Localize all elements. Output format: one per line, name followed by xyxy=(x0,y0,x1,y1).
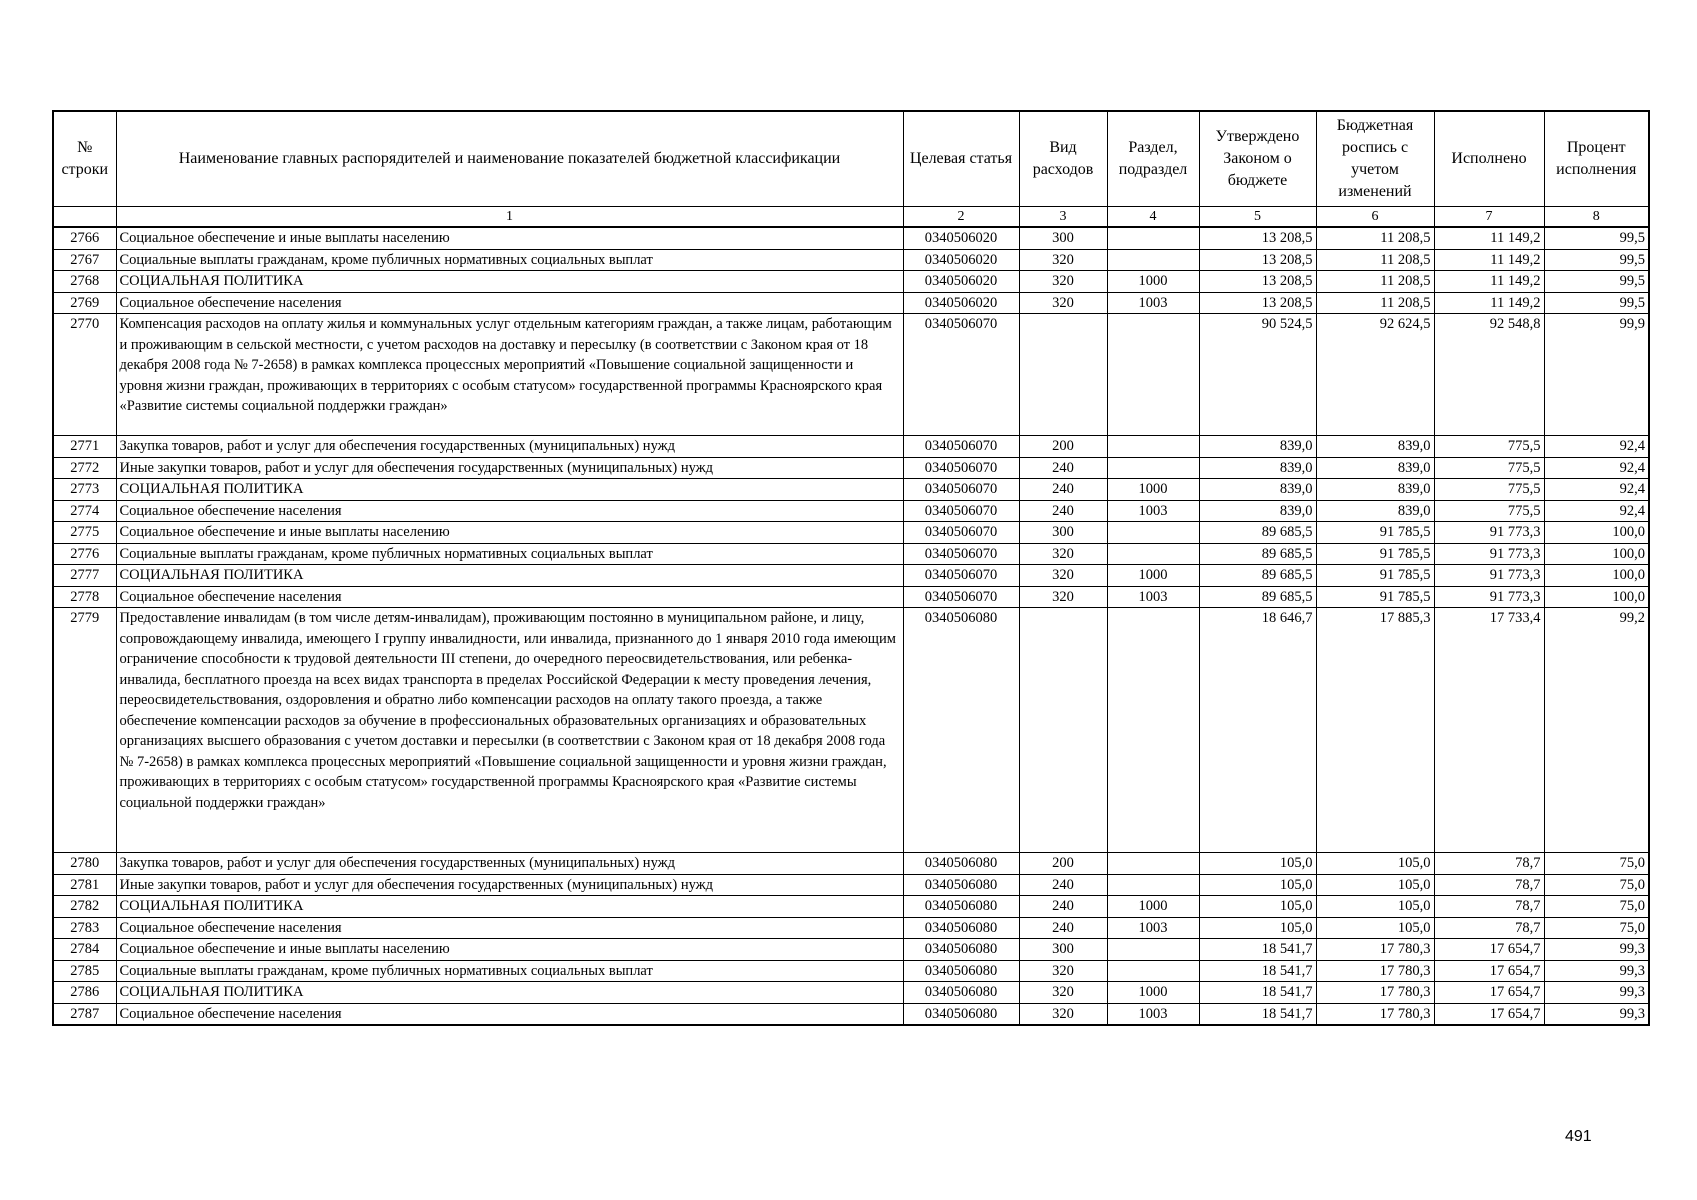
row-number: 2769 xyxy=(53,292,116,314)
row-budget-schedule: 91 785,5 xyxy=(1316,543,1434,565)
table-row xyxy=(53,522,1649,544)
row-section: 1003 xyxy=(1107,292,1199,314)
row-number: 2778 xyxy=(53,586,116,608)
row-name: Социальные выплаты гражданам, кроме публичных нормативных социальных выплат xyxy=(116,249,903,271)
row-target-item: 0340506020 xyxy=(903,249,1019,271)
row-executed: 11 149,2 xyxy=(1434,227,1544,249)
header-budget-schedule: Бюджетная роспись с учетом изменений xyxy=(1316,111,1434,207)
row-approved: 89 685,5 xyxy=(1199,565,1316,587)
row-expense-type: 300 xyxy=(1019,227,1107,249)
row-expense-type: 240 xyxy=(1019,917,1107,939)
header-expense-type: Вид расходов xyxy=(1019,111,1107,207)
row-name: Предоставление инвалидам (в том числе детям-инвалидам), проживающим постоянно в муниципальном районе, и лицу, сопровождающему инвалида, имеющего I группу инвалидности, или инвалида, признанного до 1 января 2010 года имеющим ограничение способности к трудовой деятельности III степени, до очередного переосвидетельствования, или ребенка-инвалида, бесплатного проезда на всех видах транспорта в пределах Российской Федерации к месту проведения лечения, переосвидетельствования, оздоровления и обратно либо компенсации расходов на оплату такого проезда, а также обеспечение компенсации расходов за обучение в профессиональных образовательных организациях и образовательных организациях высшего образования с учетом доставки и пересылки (в соответствии с Законом края от 18 декабря 2008 года № 7-2658) в рамках комплекса процессных мероприятий «Повышение социальной защищенности и уровня жизни граждан, проживающих в территориях с особым статусом» государственной программы Красноярского края «Развитие системы социальной поддержки граждан» xyxy=(116,608,903,853)
row-approved: 18 541,7 xyxy=(1199,982,1316,1004)
row-name: Иные закупки товаров, работ и услуг для обеспечения государственных (муниципальных) нужд xyxy=(116,874,903,896)
row-executed: 92 548,8 xyxy=(1434,314,1544,436)
row-number: 2780 xyxy=(53,853,116,875)
row-expense-type: 320 xyxy=(1019,1003,1107,1025)
header-target-item: Целевая статья xyxy=(903,111,1019,207)
row-target-item: 0340506070 xyxy=(903,436,1019,458)
row-name: Социальное обеспечение и иные выплаты населению xyxy=(116,522,903,544)
table-row xyxy=(53,249,1649,271)
row-target-item: 0340506020 xyxy=(903,292,1019,314)
column-number: 8 xyxy=(1544,207,1649,228)
row-target-item: 0340506070 xyxy=(903,314,1019,436)
row-target-item: 0340506080 xyxy=(903,960,1019,982)
row-expense-type: 320 xyxy=(1019,249,1107,271)
row-name: Социальные выплаты гражданам, кроме публичных нормативных социальных выплат xyxy=(116,543,903,565)
row-number: 2774 xyxy=(53,500,116,522)
row-budget-schedule: 839,0 xyxy=(1316,457,1434,479)
row-section: 1000 xyxy=(1107,982,1199,1004)
row-number: 2777 xyxy=(53,565,116,587)
table-row xyxy=(53,960,1649,982)
row-executed: 17 733,4 xyxy=(1434,608,1544,853)
row-executed: 78,7 xyxy=(1434,896,1544,918)
row-target-item: 0340506070 xyxy=(903,565,1019,587)
row-percent: 99,5 xyxy=(1544,292,1649,314)
table-row xyxy=(53,314,1649,436)
row-expense-type: 320 xyxy=(1019,565,1107,587)
row-approved: 105,0 xyxy=(1199,874,1316,896)
row-expense-type: 300 xyxy=(1019,522,1107,544)
column-number: 4 xyxy=(1107,207,1199,228)
row-percent: 75,0 xyxy=(1544,853,1649,875)
table-body xyxy=(53,227,1649,1025)
row-section: 1000 xyxy=(1107,896,1199,918)
row-name: Социальное обеспечение и иные выплаты населению xyxy=(116,939,903,961)
row-number: 2787 xyxy=(53,1003,116,1025)
row-approved: 18 541,7 xyxy=(1199,1003,1316,1025)
row-section xyxy=(1107,939,1199,961)
row-approved: 13 208,5 xyxy=(1199,227,1316,249)
row-expense-type: 320 xyxy=(1019,543,1107,565)
row-approved: 105,0 xyxy=(1199,917,1316,939)
row-percent: 99,3 xyxy=(1544,982,1649,1004)
header-name: Наименование главных распорядителей и наименование показателей бюджетной классификации xyxy=(116,111,903,207)
row-executed: 91 773,3 xyxy=(1434,565,1544,587)
table-row xyxy=(53,874,1649,896)
row-target-item: 0340506080 xyxy=(903,1003,1019,1025)
row-percent: 92,4 xyxy=(1544,457,1649,479)
row-target-item: 0340506080 xyxy=(903,874,1019,896)
row-approved: 18 541,7 xyxy=(1199,960,1316,982)
table-row xyxy=(53,586,1649,608)
row-budget-schedule: 17 780,3 xyxy=(1316,939,1434,961)
row-section xyxy=(1107,249,1199,271)
row-section xyxy=(1107,457,1199,479)
row-approved: 18 541,7 xyxy=(1199,939,1316,961)
row-name: СОЦИАЛЬНАЯ ПОЛИТИКА xyxy=(116,896,903,918)
row-number: 2784 xyxy=(53,939,116,961)
row-executed: 11 149,2 xyxy=(1434,292,1544,314)
row-percent: 92,4 xyxy=(1544,479,1649,501)
row-section: 1003 xyxy=(1107,586,1199,608)
header-approved: Утверждено Законом о бюджете xyxy=(1199,111,1316,207)
row-budget-schedule: 11 208,5 xyxy=(1316,227,1434,249)
table-row xyxy=(53,436,1649,458)
table-row xyxy=(53,227,1649,249)
row-budget-schedule: 11 208,5 xyxy=(1316,292,1434,314)
row-executed: 11 149,2 xyxy=(1434,249,1544,271)
row-number: 2772 xyxy=(53,457,116,479)
row-section: 1003 xyxy=(1107,917,1199,939)
row-target-item: 0340506070 xyxy=(903,479,1019,501)
row-name: СОЦИАЛЬНАЯ ПОЛИТИКА xyxy=(116,271,903,293)
row-target-item: 0340506080 xyxy=(903,896,1019,918)
row-section xyxy=(1107,314,1199,436)
row-expense-type: 320 xyxy=(1019,586,1107,608)
row-number: 2775 xyxy=(53,522,116,544)
row-budget-schedule: 105,0 xyxy=(1316,896,1434,918)
row-name: Социальные выплаты гражданам, кроме публичных нормативных социальных выплат xyxy=(116,960,903,982)
column-number: 1 xyxy=(116,207,903,228)
row-name: Социальное обеспечение населения xyxy=(116,1003,903,1025)
row-number: 2770 xyxy=(53,314,116,436)
row-target-item: 0340506070 xyxy=(903,586,1019,608)
row-number: 2771 xyxy=(53,436,116,458)
column-number-row xyxy=(53,207,1649,228)
table-row xyxy=(53,608,1649,853)
row-percent: 100,0 xyxy=(1544,586,1649,608)
row-approved: 839,0 xyxy=(1199,436,1316,458)
row-executed: 91 773,3 xyxy=(1434,586,1544,608)
table-row xyxy=(53,292,1649,314)
column-number: 2 xyxy=(903,207,1019,228)
column-number: 6 xyxy=(1316,207,1434,228)
row-budget-schedule: 11 208,5 xyxy=(1316,271,1434,293)
row-approved: 13 208,5 xyxy=(1199,292,1316,314)
row-percent: 75,0 xyxy=(1544,917,1649,939)
row-budget-schedule: 17 885,3 xyxy=(1316,608,1434,853)
table-row xyxy=(53,1003,1649,1025)
row-expense-type: 240 xyxy=(1019,457,1107,479)
row-name: Закупка товаров, работ и услуг для обеспечения государственных (муниципальных) нужд xyxy=(116,436,903,458)
row-section: 1003 xyxy=(1107,500,1199,522)
row-percent: 100,0 xyxy=(1544,522,1649,544)
row-executed: 78,7 xyxy=(1434,874,1544,896)
row-executed: 17 654,7 xyxy=(1434,1003,1544,1025)
row-expense-type: 320 xyxy=(1019,292,1107,314)
row-approved: 105,0 xyxy=(1199,853,1316,875)
row-name: СОЦИАЛЬНАЯ ПОЛИТИКА xyxy=(116,479,903,501)
row-expense-type: 240 xyxy=(1019,874,1107,896)
row-section xyxy=(1107,543,1199,565)
row-percent: 99,5 xyxy=(1544,227,1649,249)
row-executed: 775,5 xyxy=(1434,436,1544,458)
row-approved: 90 524,5 xyxy=(1199,314,1316,436)
page-number: 491 xyxy=(1565,1128,1592,1145)
row-budget-schedule: 839,0 xyxy=(1316,479,1434,501)
row-percent: 92,4 xyxy=(1544,500,1649,522)
row-name: Компенсация расходов на оплату жилья и коммунальных услуг отдельным категориям граждан, а также лицам, работающим и проживающим в сельской местности, с учетом расходов на доставку и пересылку (в соответствии с Законом края от 18 декабря 2008 года № 7-2658) в рамках комплекса процессных мероприятий «Повышение социальной защищенности и уровня жизни граждан, проживающих в территориях с особым статусом» государственной программы Красноярского края «Развитие системы социальной поддержки граждан» xyxy=(116,314,903,436)
row-budget-schedule: 839,0 xyxy=(1316,500,1434,522)
row-section xyxy=(1107,960,1199,982)
row-target-item: 0340506070 xyxy=(903,457,1019,479)
row-executed: 91 773,3 xyxy=(1434,543,1544,565)
row-target-item: 0340506080 xyxy=(903,608,1019,853)
row-expense-type: 320 xyxy=(1019,982,1107,1004)
column-number: 7 xyxy=(1434,207,1544,228)
row-approved: 89 685,5 xyxy=(1199,586,1316,608)
row-executed: 17 654,7 xyxy=(1434,939,1544,961)
row-name: Иные закупки товаров, работ и услуг для обеспечения государственных (муниципальных) нужд xyxy=(116,457,903,479)
row-name: Социальное обеспечение населения xyxy=(116,292,903,314)
row-number: 2783 xyxy=(53,917,116,939)
row-expense-type: 300 xyxy=(1019,939,1107,961)
row-executed: 91 773,3 xyxy=(1434,522,1544,544)
header-percent: Процент исполнения xyxy=(1544,111,1649,207)
row-expense-type: 320 xyxy=(1019,960,1107,982)
table-row xyxy=(53,479,1649,501)
row-number: 2773 xyxy=(53,479,116,501)
row-name: Закупка товаров, работ и услуг для обеспечения государственных (муниципальных) нужд xyxy=(116,853,903,875)
row-budget-schedule: 17 780,3 xyxy=(1316,960,1434,982)
row-percent: 100,0 xyxy=(1544,543,1649,565)
row-number: 2776 xyxy=(53,543,116,565)
row-executed: 775,5 xyxy=(1434,457,1544,479)
row-approved: 18 646,7 xyxy=(1199,608,1316,853)
row-number: 2781 xyxy=(53,874,116,896)
row-target-item: 0340506080 xyxy=(903,917,1019,939)
row-approved: 839,0 xyxy=(1199,457,1316,479)
row-budget-schedule: 17 780,3 xyxy=(1316,982,1434,1004)
row-approved: 13 208,5 xyxy=(1199,249,1316,271)
row-budget-schedule: 839,0 xyxy=(1316,436,1434,458)
row-budget-schedule: 105,0 xyxy=(1316,874,1434,896)
header-executed: Исполнено xyxy=(1434,111,1544,207)
row-section xyxy=(1107,227,1199,249)
table-row xyxy=(53,457,1649,479)
row-section: 1000 xyxy=(1107,271,1199,293)
row-section xyxy=(1107,436,1199,458)
row-section: 1000 xyxy=(1107,479,1199,501)
row-target-item: 0340506020 xyxy=(903,271,1019,293)
row-percent: 99,5 xyxy=(1544,271,1649,293)
table-row xyxy=(53,500,1649,522)
row-name: СОЦИАЛЬНАЯ ПОЛИТИКА xyxy=(116,982,903,1004)
row-executed: 78,7 xyxy=(1434,853,1544,875)
row-percent: 75,0 xyxy=(1544,896,1649,918)
row-approved: 839,0 xyxy=(1199,500,1316,522)
row-budget-schedule: 105,0 xyxy=(1316,853,1434,875)
row-approved: 89 685,5 xyxy=(1199,543,1316,565)
row-percent: 99,3 xyxy=(1544,960,1649,982)
row-number: 2766 xyxy=(53,227,116,249)
table-row xyxy=(53,939,1649,961)
row-expense-type: 200 xyxy=(1019,436,1107,458)
row-executed: 17 654,7 xyxy=(1434,982,1544,1004)
row-section xyxy=(1107,608,1199,853)
row-approved: 89 685,5 xyxy=(1199,522,1316,544)
row-expense-type: 320 xyxy=(1019,271,1107,293)
row-percent: 99,3 xyxy=(1544,1003,1649,1025)
row-executed: 11 149,2 xyxy=(1434,271,1544,293)
row-percent: 99,3 xyxy=(1544,939,1649,961)
column-number xyxy=(53,207,116,228)
row-approved: 105,0 xyxy=(1199,896,1316,918)
row-name: Социальное обеспечение и иные выплаты населению xyxy=(116,227,903,249)
row-target-item: 0340506070 xyxy=(903,500,1019,522)
row-percent: 99,2 xyxy=(1544,608,1649,853)
row-percent: 99,5 xyxy=(1544,249,1649,271)
row-section xyxy=(1107,522,1199,544)
column-number: 3 xyxy=(1019,207,1107,228)
header-section: Раздел, подраздел xyxy=(1107,111,1199,207)
row-target-item: 0340506070 xyxy=(903,522,1019,544)
table-row xyxy=(53,565,1649,587)
row-expense-type xyxy=(1019,608,1107,853)
row-approved: 839,0 xyxy=(1199,479,1316,501)
table-row xyxy=(53,982,1649,1004)
row-executed: 78,7 xyxy=(1434,917,1544,939)
row-percent: 75,0 xyxy=(1544,874,1649,896)
row-expense-type: 240 xyxy=(1019,896,1107,918)
row-number: 2768 xyxy=(53,271,116,293)
row-budget-schedule: 11 208,5 xyxy=(1316,249,1434,271)
row-name: Социальное обеспечение населения xyxy=(116,500,903,522)
row-name: Социальное обеспечение населения xyxy=(116,917,903,939)
row-expense-type: 200 xyxy=(1019,853,1107,875)
row-name: Социальное обеспечение населения xyxy=(116,586,903,608)
row-section xyxy=(1107,874,1199,896)
header-row xyxy=(53,111,1649,207)
row-section: 1000 xyxy=(1107,565,1199,587)
table-row xyxy=(53,543,1649,565)
row-executed: 775,5 xyxy=(1434,500,1544,522)
row-expense-type xyxy=(1019,314,1107,436)
row-executed: 17 654,7 xyxy=(1434,960,1544,982)
row-number: 2767 xyxy=(53,249,116,271)
row-number: 2779 xyxy=(53,608,116,853)
column-number: 5 xyxy=(1199,207,1316,228)
row-expense-type: 240 xyxy=(1019,500,1107,522)
row-percent: 92,4 xyxy=(1544,436,1649,458)
table-row xyxy=(53,917,1649,939)
row-target-item: 0340506080 xyxy=(903,982,1019,1004)
table-row xyxy=(53,853,1649,875)
row-percent: 99,9 xyxy=(1544,314,1649,436)
row-expense-type: 240 xyxy=(1019,479,1107,501)
budget-table xyxy=(52,110,1650,1026)
row-target-item: 0340506020 xyxy=(903,227,1019,249)
row-budget-schedule: 92 624,5 xyxy=(1316,314,1434,436)
row-number: 2785 xyxy=(53,960,116,982)
row-budget-schedule: 17 780,3 xyxy=(1316,1003,1434,1025)
row-target-item: 0340506070 xyxy=(903,543,1019,565)
header-row-number: № строки xyxy=(53,111,116,207)
row-section: 1003 xyxy=(1107,1003,1199,1025)
row-number: 2782 xyxy=(53,896,116,918)
row-name: СОЦИАЛЬНАЯ ПОЛИТИКА xyxy=(116,565,903,587)
row-budget-schedule: 91 785,5 xyxy=(1316,565,1434,587)
row-section xyxy=(1107,853,1199,875)
row-budget-schedule: 91 785,5 xyxy=(1316,522,1434,544)
row-budget-schedule: 105,0 xyxy=(1316,917,1434,939)
row-executed: 775,5 xyxy=(1434,479,1544,501)
table-row xyxy=(53,271,1649,293)
row-target-item: 0340506080 xyxy=(903,939,1019,961)
row-target-item: 0340506080 xyxy=(903,853,1019,875)
row-approved: 13 208,5 xyxy=(1199,271,1316,293)
row-budget-schedule: 91 785,5 xyxy=(1316,586,1434,608)
row-number: 2786 xyxy=(53,982,116,1004)
row-percent: 100,0 xyxy=(1544,565,1649,587)
table-row xyxy=(53,896,1649,918)
